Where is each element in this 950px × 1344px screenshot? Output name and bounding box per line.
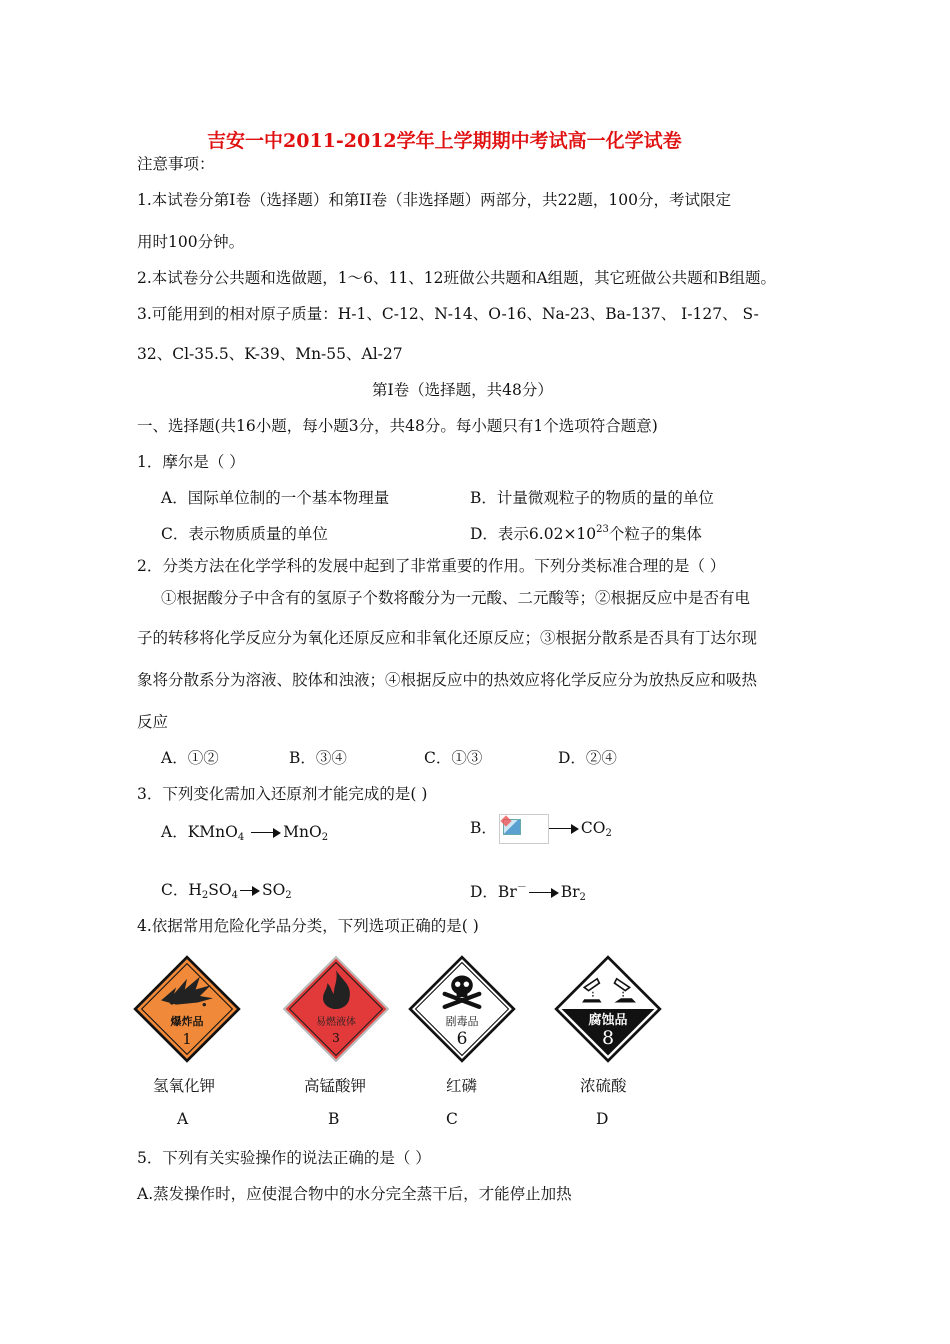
q1-option-a: A．国际单位制的一个基本物理量 (161, 489, 390, 507)
q2-option-d: D．②④ (558, 749, 617, 767)
q1-option-b: B．计量微观粒子的物质的量的单位 (470, 489, 714, 507)
notice-heading: 注意事项： (137, 155, 215, 173)
sign-b-letter: B (328, 1110, 340, 1128)
q2-para-1: ①根据酸分子中含有的氢原子个数将酸分为一元酸、二元酸等；②根据反应中是否有电 (161, 589, 751, 607)
q2-option-c: C．①③ (424, 749, 483, 767)
q2-para-4: 反应 (137, 713, 169, 731)
q5-stem: 5．下列有关实验操作的说法正确的是（ ） (137, 1149, 431, 1167)
q1-option-d (470, 522, 702, 544)
sign-b-label: 易燃液体 (316, 1017, 356, 1028)
flammable-liquid-hazard-sign (282, 955, 390, 1063)
notice-line-2: 2.本试卷分公共题和选做题，1～6、11、12班做公共题和A组题，其它班做公共题和B组题。 (137, 269, 777, 287)
notice-line-1b: 用时100分钟。 (137, 233, 245, 251)
q3-b-to: CO (580, 819, 606, 837)
corrosive-hazard-sign (554, 955, 662, 1063)
q2-stem: 2．分类方法在化学学科的发展中起到了非常重要的作用。下列分类标准合理的是（ ） (137, 557, 726, 575)
sign-d-number: 8 (601, 1027, 615, 1049)
q3-d-to: Br (560, 883, 580, 901)
sign-c-label: 剧毒品 (445, 1015, 479, 1028)
q3-c-to-sub: 2 (285, 890, 292, 901)
q2-option-a: A．①② (161, 749, 219, 767)
q1-d-post: 个粒子的集体 (608, 525, 702, 543)
q3-option-d (470, 878, 586, 903)
arrow-icon (529, 888, 559, 898)
q2-option-b: B．③④ (289, 749, 347, 767)
sign-a-substance: 氢氧化钾 (153, 1077, 216, 1095)
q3-c-mid: SO (208, 881, 232, 899)
sign-d-letter: D (596, 1110, 609, 1128)
page-title: 吉安一中2011-2012学年上学期期中考试高一化学试卷 (207, 130, 682, 152)
flammable-diamond-icon (282, 955, 390, 1063)
sign-d-substance: 浓硫酸 (580, 1077, 627, 1095)
q3-c-label: C．H (161, 881, 202, 899)
q1-stem: 1．摩尔是（ ） (137, 453, 245, 471)
q3-option-b (470, 814, 612, 844)
q3-a-to-sub: 2 (321, 832, 329, 843)
toxic-hazard-sign (408, 955, 516, 1063)
section1-heading: 一、选择题(共16小题，每小题3分，共48分。每小题只有1个选项符合题意) (137, 417, 658, 435)
arrow-icon (549, 824, 579, 834)
sign-a-letter: A (177, 1110, 189, 1128)
sign-b-substance: 高锰酸钾 (304, 1077, 367, 1095)
q1-option-c: C．表示物质质量的单位 (161, 525, 328, 543)
explosive-hazard-sign (133, 955, 241, 1063)
q3-c-to: SO (261, 881, 286, 899)
q2-para-3: 象将分散系分为溶液、胶体和浊液；④根据反应中的热效应将化学反应分为放热反应和吸热 (137, 671, 758, 689)
q3-d-label: D．Br (470, 883, 517, 901)
q3-d-sup: － (516, 882, 527, 893)
notice-line-1a: 1.本试卷分第Ⅰ卷（选择题）和第II卷（非选择题）两部分，共22题，100分，考试限定 (137, 191, 731, 209)
arrow-icon (240, 886, 260, 896)
part1-heading: 第Ⅰ卷（选择题，共48分） (372, 381, 553, 399)
q3-c-sub1: 2 (201, 890, 209, 901)
sign-a-label: 爆炸品 (170, 1015, 204, 1028)
q3-d-to-sub: 2 (579, 892, 586, 903)
q3-stem: 3．下列变化需加入还原剂才能完成的是( ) (137, 785, 428, 803)
notice-line-3a: 3.可能用到的相对原子质量：H-1、C-12、N-14、O-16、Na-23、Ba-137、 Ⅰ-127、 S- (137, 305, 759, 323)
sign-b-number: 3 (332, 1031, 340, 1045)
notice-line-3b: 32、Cl-35.5、K-39、Mn-55、Al-27 (137, 345, 403, 363)
sign-d-label: 腐蚀品 (588, 1013, 628, 1028)
q1-d-sup: 23 (596, 524, 609, 535)
broken-image-icon (499, 814, 549, 844)
q3-b-label: B． (470, 819, 497, 837)
q3-a-to: MnO (283, 823, 322, 841)
sign-c-number: 6 (456, 1029, 468, 1049)
sign-a-number: 1 (182, 1030, 192, 1048)
q3-option-a (161, 820, 328, 843)
sign-c-letter: C (446, 1110, 458, 1128)
q4-stem: 4.依据常用危险化学品分类，下列选项正确的是( ) (137, 917, 479, 935)
arrow-icon (251, 828, 281, 838)
q2-para-2: 子的转移将化学反应分为氧化还原反应和非氧化还原反应；③根据分散系是否具有丁达尔现 (137, 629, 758, 647)
q3-c-sub2: 4 (231, 890, 238, 901)
sign-c-substance: 红磷 (446, 1077, 478, 1095)
q1-d-pre: D．表示6.02×10 (470, 525, 597, 543)
q3-option-c (161, 878, 292, 901)
q3-a-label: A．KMnO (161, 823, 238, 841)
q5-option-a: A.蒸发操作时，应使混合物中的水分完全蒸干后，才能停止加热 (137, 1185, 572, 1203)
q3-b-to-sub: 2 (605, 828, 612, 839)
q3-a-sub: 4 (237, 832, 245, 843)
